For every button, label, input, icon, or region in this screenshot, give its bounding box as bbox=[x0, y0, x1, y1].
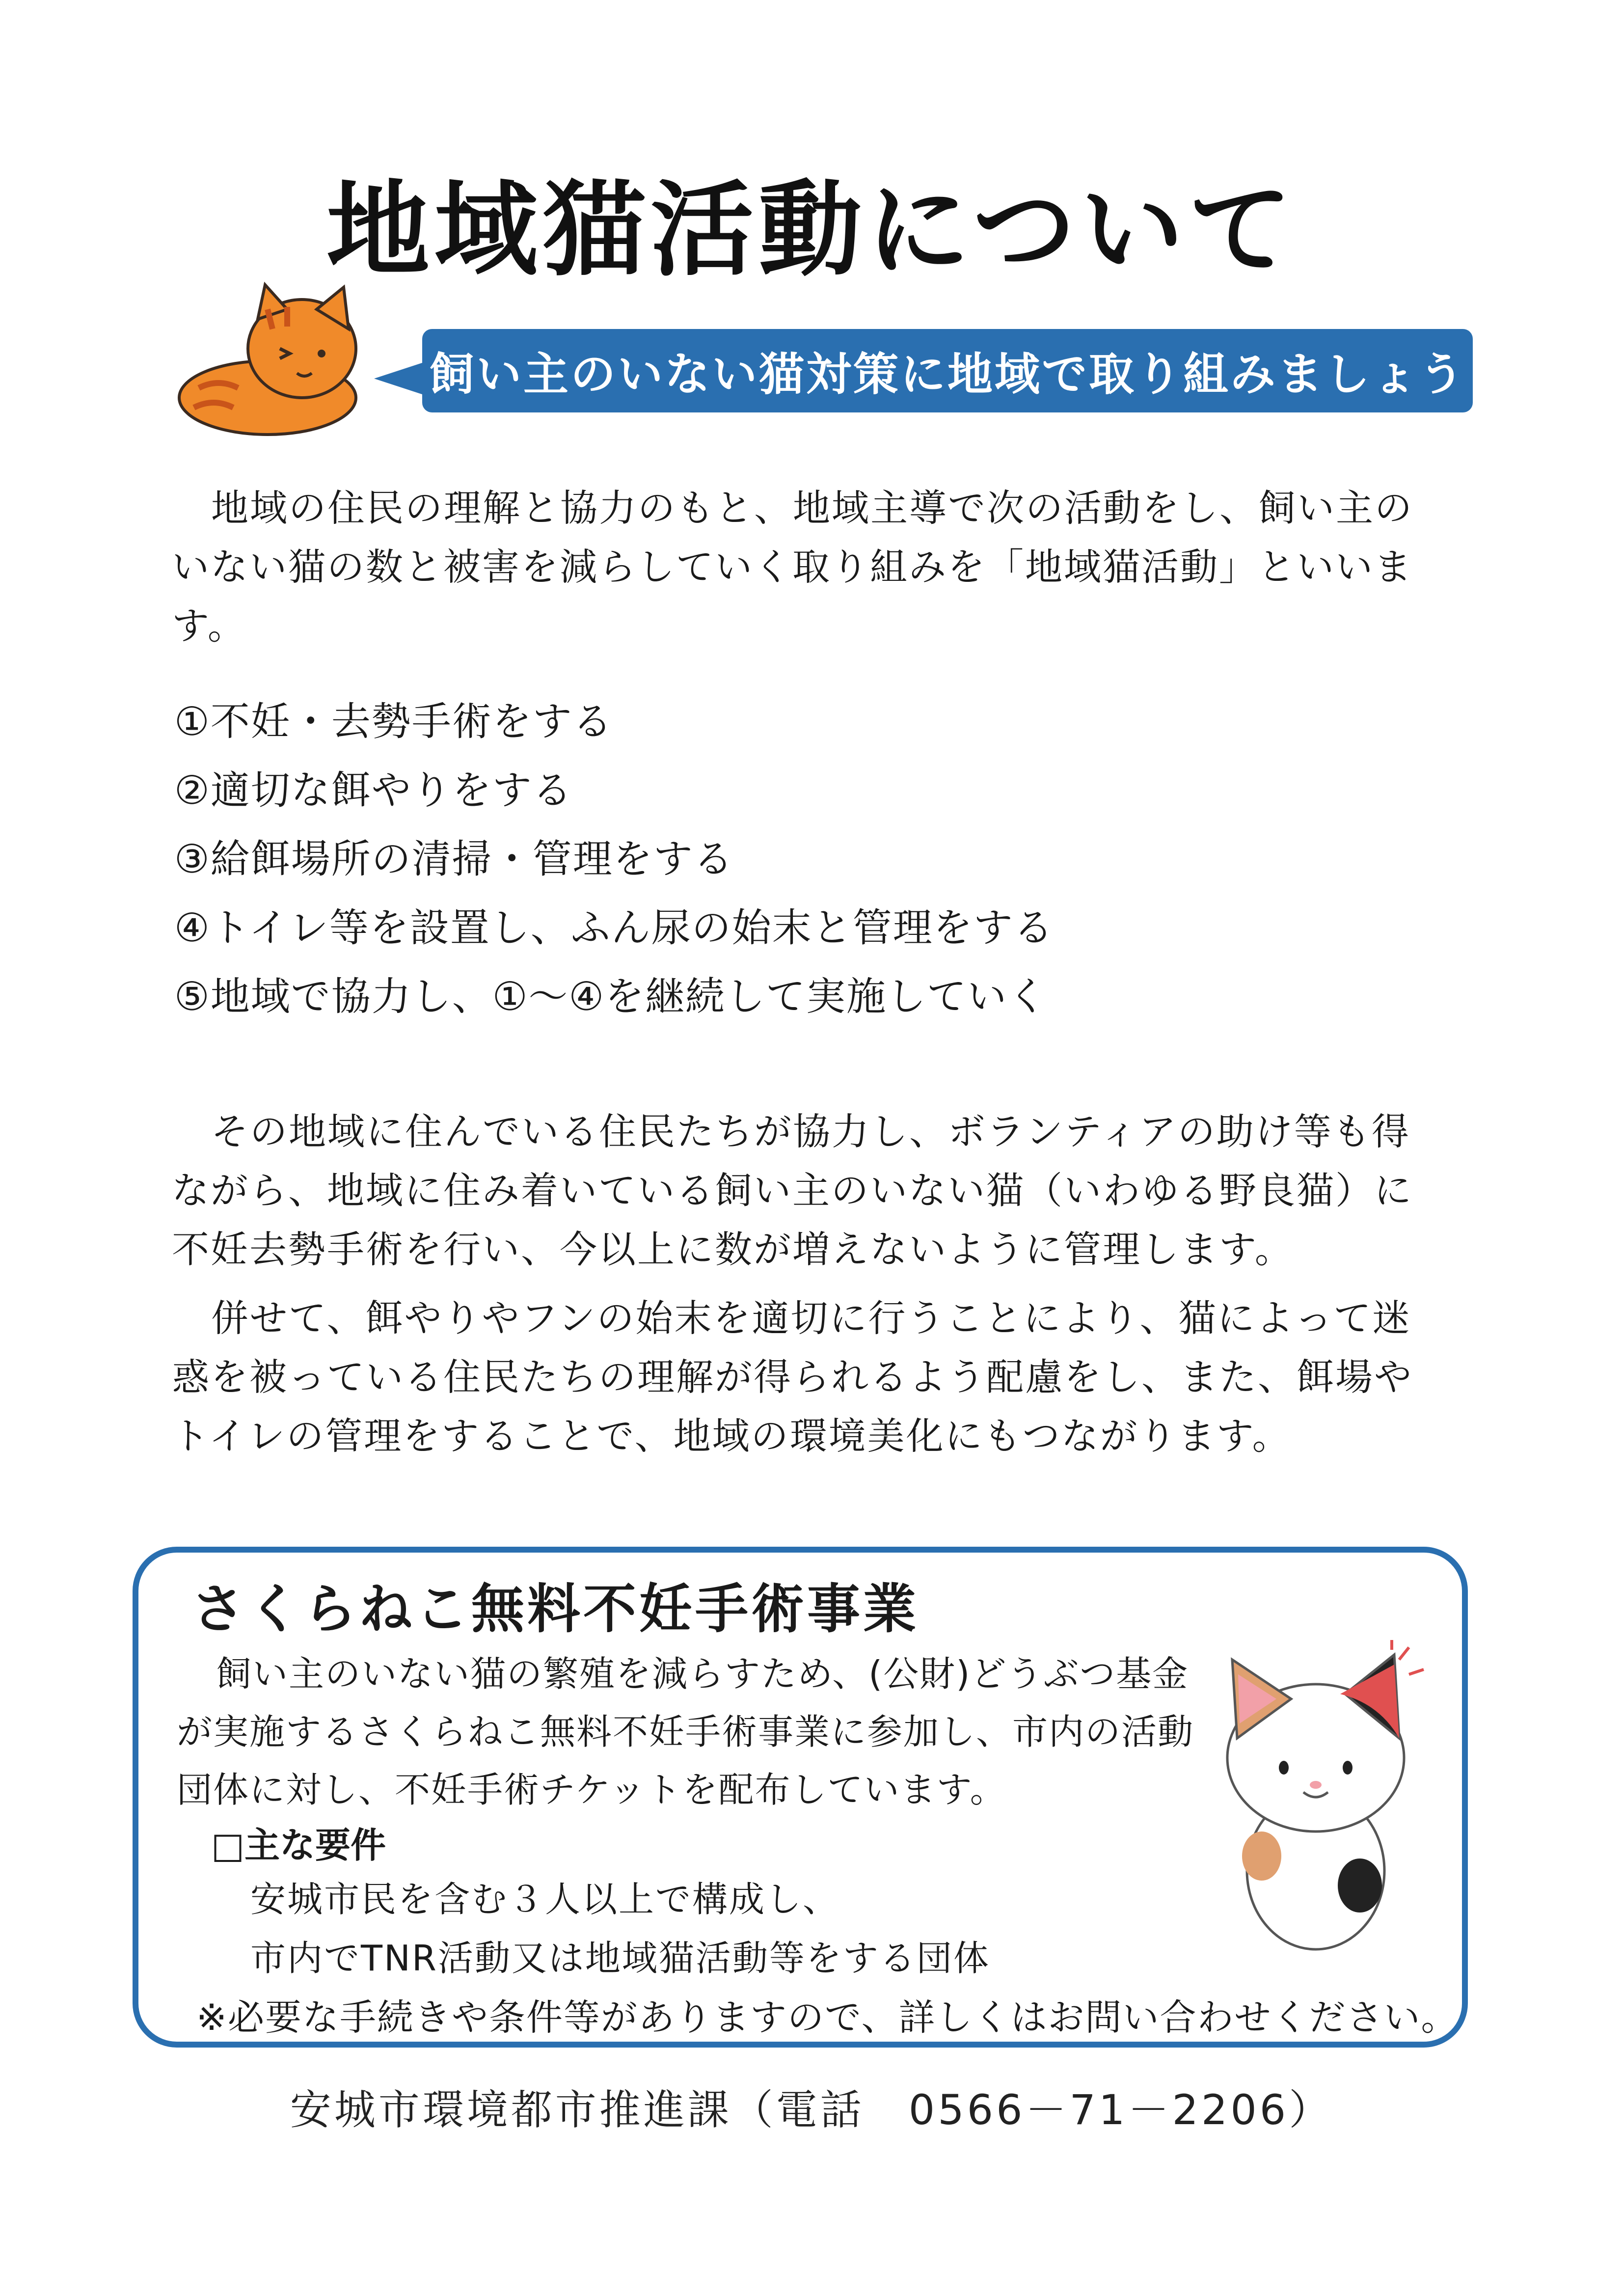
banner-tail bbox=[374, 361, 428, 396]
body-paragraph-1: その地域に住んでいる住民たちが協力し、ボランティアの助け等も得ながら、地域に住み着いている飼い主のいない猫（いわゆる野良猫）に不妊去勢手術を行い、今以上に数が増えないように管理します。 bbox=[172, 1110, 1413, 1271]
program-note: ※必要な手続きや条件等がありますので、詳しくはお問い合わせください。 bbox=[196, 1996, 1459, 2039]
banner: 飼い主のいない猫対策に地域で取り組みましょう bbox=[422, 329, 1473, 412]
step-1: ①不妊・去勢手術をする bbox=[174, 699, 613, 744]
step-4: ④トイレ等を設置し、ふん尿の始末と管理をする bbox=[174, 905, 1054, 951]
calico-cat-icon bbox=[1198, 1640, 1434, 1954]
body-paragraph-2: 併せて、餌やりやフンの始末を適切に行うことにより、猫によって迷惑を被っている住民たちの理解が得られるよう配慮をし、また、餌場やトイレの管理をすることで、地域の環境美化にもつながります。 bbox=[172, 1296, 1413, 1458]
footer-contact: 安城市環境都市推進課（電話 0566－71－2206） bbox=[290, 2086, 1333, 2134]
requirements-heading: □主な要件 bbox=[211, 1825, 386, 1866]
step-3: ③給餌場所の清掃・管理をする bbox=[174, 836, 734, 882]
page-title: 地域猫活動について bbox=[326, 170, 1297, 290]
orange-cat-icon bbox=[169, 275, 361, 437]
intro-paragraph: 地域の住民の理解と協力のもと、地域主導で次の活動をし、飼い主のいない猫の数と被害を減らしていく取り組みを「地域猫活動」といいます。 bbox=[172, 486, 1413, 648]
step-5: ⑤地域で協力し、①～④を継続して実施していく bbox=[174, 974, 1048, 1019]
requirement-2: 市内でTNR活動又は地域猫活動等をする団体 bbox=[250, 1938, 990, 1979]
requirement-1: 安城市民を含む３人以上で構成し、 bbox=[250, 1879, 840, 1920]
program-description: 飼い主のいない猫の繁殖を減らすため、(公財)どうぶつ基金が実施するさくらねこ無料不妊手術事業に参加し、市内の活動団体に対し、不妊手術チケットを配布しています。 bbox=[177, 1653, 1194, 1810]
program-title: さくらねこ無料不妊手術事業 bbox=[191, 1579, 920, 1640]
step-2: ②適切な餌やりをする bbox=[174, 767, 573, 813]
